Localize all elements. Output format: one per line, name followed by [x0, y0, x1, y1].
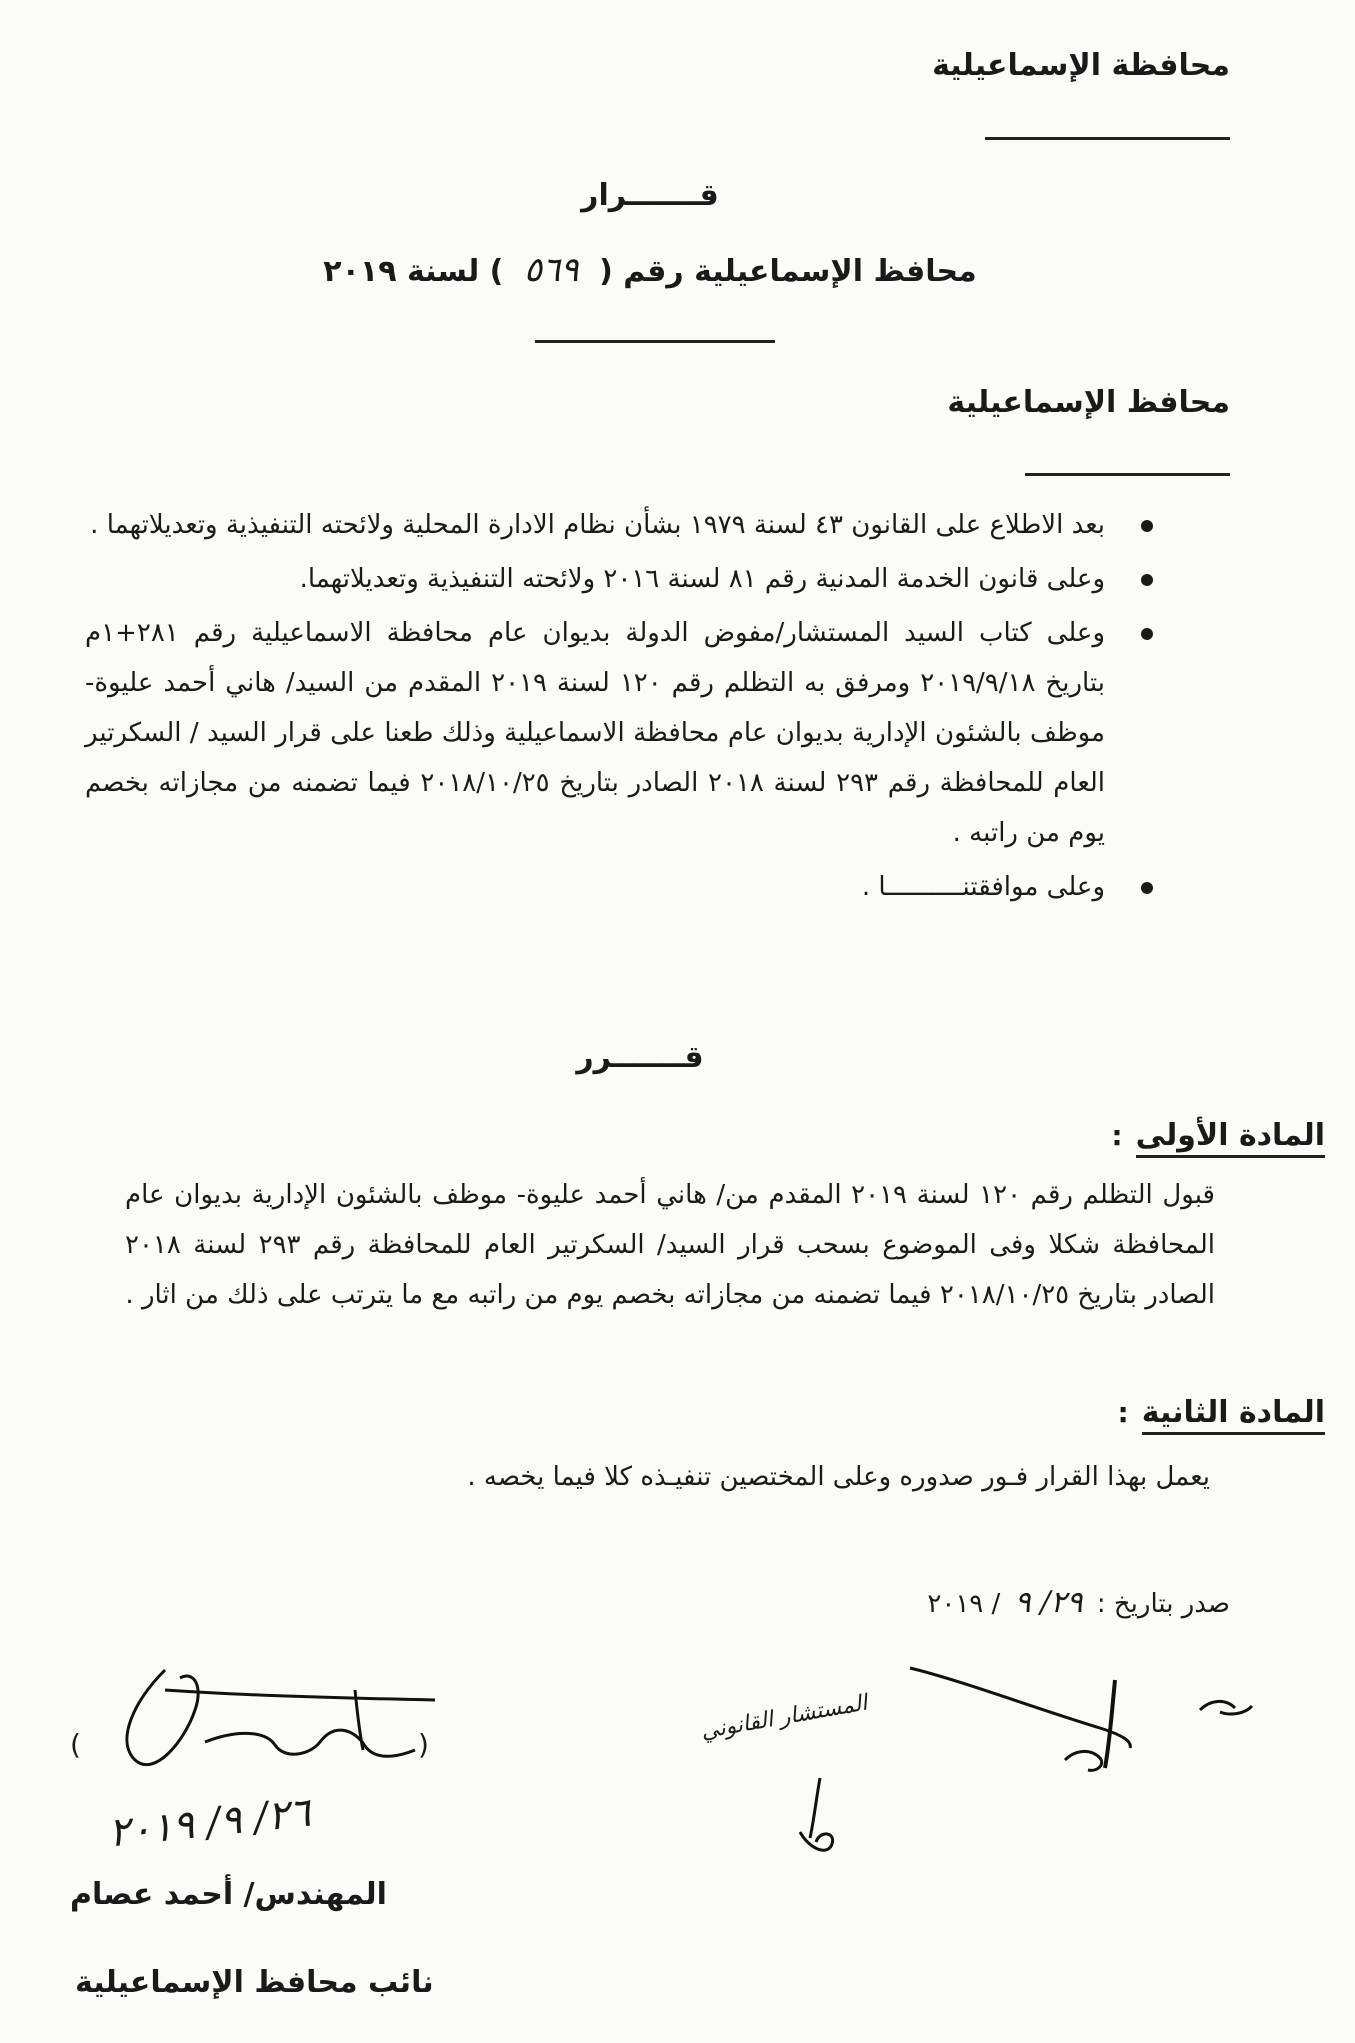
deputy-signature-image	[95, 1650, 455, 1790]
signature-open-paren: (	[70, 1728, 81, 1761]
decides-heading: قـــــــرر	[576, 1040, 704, 1075]
decision-suffix: ) لسنة ٢٠١٩	[323, 254, 504, 289]
preamble-list	[85, 500, 1105, 916]
issued-label: صدر بتاريخ :	[1096, 1589, 1230, 1619]
preamble-item: وعلى كتاب السيد المستشار/مفوض الدولة بديوان عام محافظة الاسماعيلية رقم ٢٨١+١م بتاريخ ٢٠١٩/٩/١٨ ومرفق به التظلم رقم ١٢٠ لسنة ٢٠١٩ المقدم من السيد/ هاني أحمد عليوة- موظف بالشئون الإدارية بديوان عام محافظة الاسماعيلية وذلك طعنا على قرار السيد / السكرتير العام للمحافظة رقم ٢٩٣ لسنة ٢٠١٨ الصادر بتاريخ ٢٠١٨/١٠/٢٥ فيما تضمنه من مجازاته بخصم يوم من راتبه .	[85, 608, 1105, 858]
preamble-item: وعلى موافقتنــــــــــا .	[85, 862, 1105, 912]
decision-line	[320, 250, 980, 290]
signatory-position: نائب محافظ الإسماعيلية	[75, 1965, 434, 2000]
signatory-name: المهندس/ أحمد عصام	[70, 1877, 387, 1912]
issuer-rule	[1025, 473, 1230, 476]
decision-number: ٥٦٩	[523, 250, 579, 290]
title-rule	[535, 340, 775, 343]
decision-word: قـــــــرار	[581, 178, 719, 213]
article-2-colon: :	[1117, 1396, 1129, 1429]
legal-advisor-note: المستشار القانوني	[699, 1690, 870, 1745]
issued-year: / ٢٠١٩	[927, 1589, 1001, 1619]
issuer-heading: محافظ الإسماعيلية	[947, 385, 1230, 420]
authority-header: محافظة الإسماعيلية	[932, 48, 1230, 83]
article-2-heading	[1117, 1395, 1325, 1430]
preamble-item: وعلى قانون الخدمة المدنية رقم ٨١ لسنة ٢٠١٦ ولائحته التنفيذية وتعديلاتهما.	[85, 554, 1105, 604]
article-1-title: المادة الأولى	[1136, 1118, 1325, 1158]
header-rule	[985, 137, 1230, 140]
article-1-heading	[1111, 1118, 1325, 1153]
preamble-item: بعد الاطلاع على القانون ٤٣ لسنة ١٩٧٩ بشأن نظام الادارة المحلية ولائحته التنفيذية وتعديلاتهما .	[85, 500, 1105, 550]
article-1-text: قبول التظلم رقم ١٢٠ لسنة ٢٠١٩ المقدم من/ هاني أحمد عليوة- موظف بالشئون الإدارية بديوان عام المحافظة شكلا وفى الموضوع بسحب قرار السيد/ السكرتير العام للمحافظة رقم ٢٩٣ لسنة ٢٠١٨ الصادر بتاريخ ٢٠١٨/١٠/٢٥ فيما تضمنه من مجازاته بخصم يوم من راتبه مع ما يترتب على ذلك من اثار .	[125, 1180, 1215, 1310]
article-1-colon: :	[1111, 1119, 1123, 1152]
issued-day-month: ٢٩/ ٩	[1014, 1585, 1083, 1620]
article-2-text: يعمل بهذا القرار فـور صدوره وعلى المختصين تنفيـذه كلا فيما يخصه .	[467, 1462, 1210, 1492]
signature-close-paren: )	[418, 1728, 429, 1761]
approval-signature-image	[900, 1640, 1270, 1780]
handwritten-sign-date: ٢٦/ ٩/ ٢٠١٩	[106, 1789, 313, 1857]
legal-advisor-initials-image	[780, 1770, 860, 1880]
issued-date	[927, 1585, 1230, 1620]
article-2-title: المادة الثانية	[1142, 1395, 1325, 1435]
decision-prefix: محافظ الإسماعيلية رقم (	[599, 254, 977, 289]
